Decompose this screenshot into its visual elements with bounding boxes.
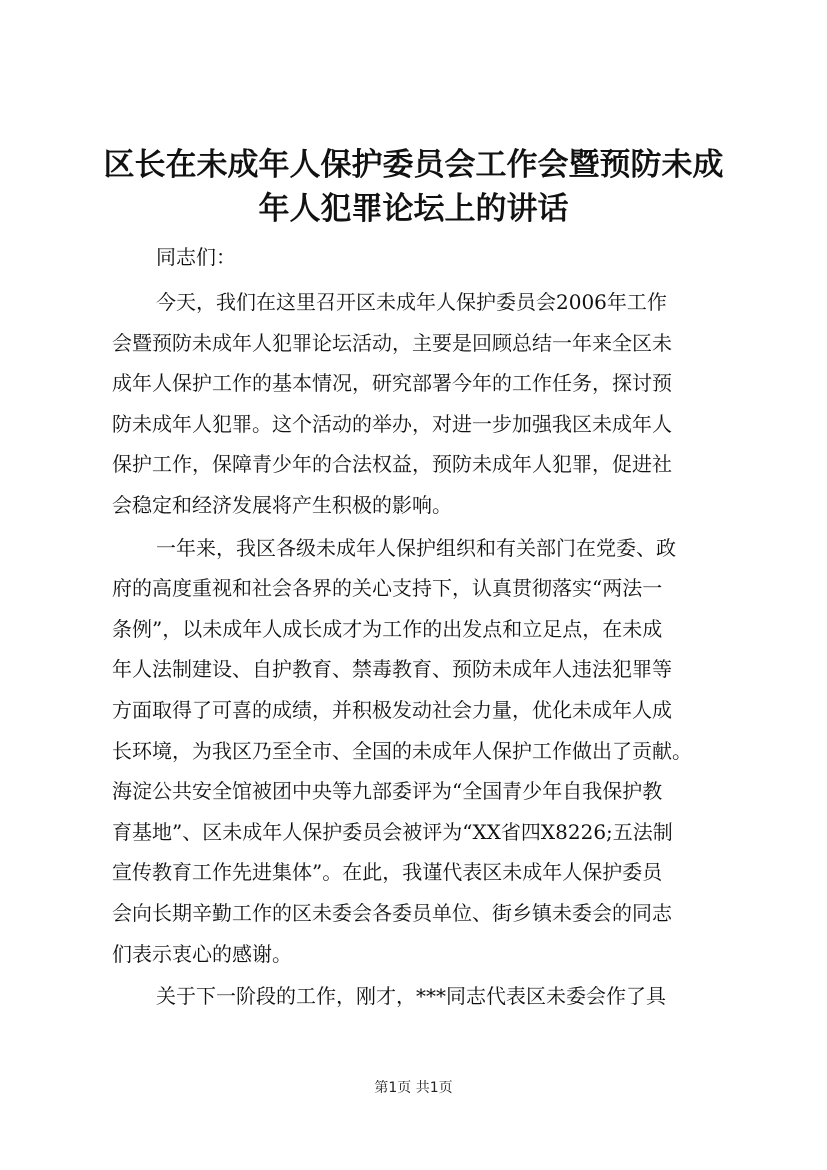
text-line: 防未成年人犯罪。这个活动的举办，对进一步加强我区未成年人 [112, 411, 672, 436]
text-line: 会向长期辛勤工作的区未委会各委员单位、街乡镇未委会的同志 [112, 900, 672, 925]
document-body [112, 282, 722, 1017]
document-title [102, 143, 725, 231]
page-number: 第1页 共1页 [374, 1080, 453, 1096]
text-line: 们表示衷心的感谢。 [112, 941, 292, 966]
text-line: 今天，我们在这里召开区未成年人保护委员会2006年工作 [156, 290, 667, 314]
text-line: 条例”，以未成年人成长成才为工作的出发点和立足点，在未成 [112, 616, 663, 641]
text-line: 府的高度重视和社会各界的关心支持下，认真贯彻落实“两法一 [112, 576, 663, 601]
salutation: 同志们： [156, 245, 236, 269]
text-line: 会稳定和经济发展将产生积极的影响。 [112, 492, 452, 517]
paragraph-1 [112, 282, 722, 526]
text-line: 一年来，我区各级未成年人保护组织和有关部门在党委、政 [156, 535, 676, 560]
text-line: 会暨预防未成年人犯罪论坛活动，主要是回顾总结一年来全区未 [112, 330, 672, 355]
text-line: 年人法制建设、自护教育、禁毒教育、预防未成年人违法犯罪等 [112, 657, 672, 682]
text-line: 宣传教育工作先进集体”。在此，我谨代表区未成年人保护委员 [112, 860, 663, 885]
title-line: 年人犯罪论坛上的讲话 [258, 191, 569, 227]
text-line: 育基地”、区未成年人保护委员会被评为“XX省四X8226;五法制 [112, 819, 673, 844]
title-line: 区长在未成年人保护委员会工作会暨预防未成 [103, 147, 724, 183]
page-footer [0, 1078, 827, 1098]
text-line: 长环境，为我区乃至全市、全国的未成年人保护工作做出了贡献。 [112, 738, 692, 763]
text-line: 海淀公共安全馆被团中央等九部委评为“全国青少年自我保护教 [112, 779, 663, 804]
paragraph-2 [112, 528, 722, 975]
text-line: 关于下一阶段的工作，刚才，***同志代表区未委会作了具 [156, 984, 666, 1009]
text-line: 成年人保护工作的基本情况，研究部署今年的工作任务，探讨预 [112, 371, 672, 396]
text-line: 保护工作，保障青少年的合法权益，预防未成年人犯罪，促进社 [112, 452, 672, 477]
paragraph-3 [112, 976, 722, 1017]
text-line: 方面取得了可喜的成绩，并积极发动社会力量，优化未成年人成 [112, 697, 672, 722]
